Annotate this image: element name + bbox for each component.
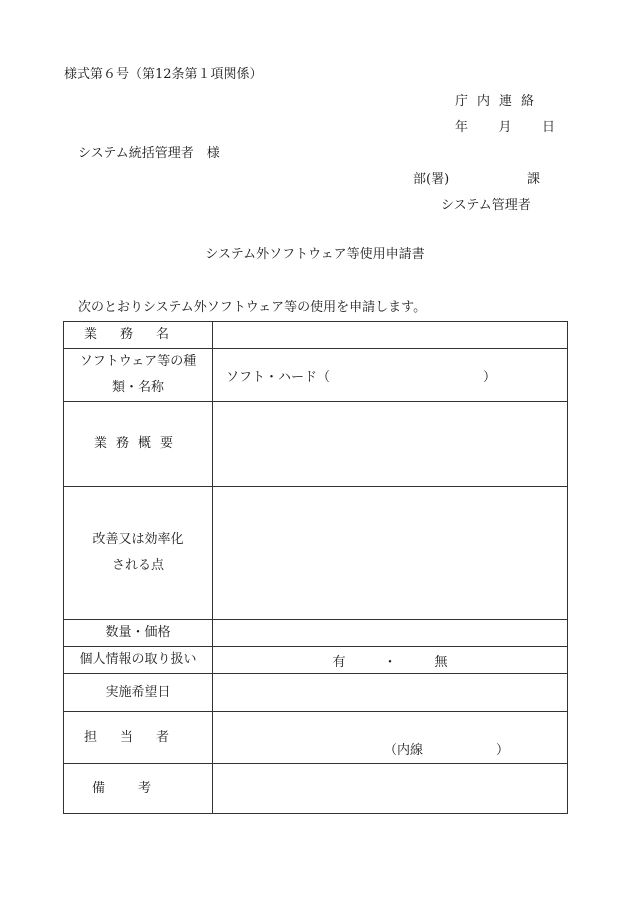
remarks-field[interactable] xyxy=(213,764,568,814)
personal-info-no[interactable]: 無 xyxy=(434,654,448,670)
form-number: 様式第６号（第12条第１項関係） xyxy=(64,67,263,82)
year-label: 年 xyxy=(455,120,469,135)
row-business-name xyxy=(64,322,568,349)
department-bu: 部(署) xyxy=(413,172,450,187)
software-close-paren: ） xyxy=(482,369,496,385)
manager-label: システム管理者 xyxy=(441,198,531,213)
personal-info-label: 個人情報の取り扱い xyxy=(64,647,213,674)
addressee: システム統括管理者 様 xyxy=(78,146,220,161)
person-in-charge-label: 担当者 xyxy=(64,712,213,764)
software-label-line1: ソフトウェア等の種 xyxy=(79,354,197,369)
improvement-label-line1: 改善又は効率化 xyxy=(92,532,184,547)
business-summary-field[interactable] xyxy=(213,402,568,487)
improvement-field[interactable] xyxy=(213,487,568,620)
desired-date-label: 実施希望日 xyxy=(64,674,213,712)
date-line xyxy=(455,120,555,136)
extension-area xyxy=(384,739,509,758)
desired-date-field[interactable] xyxy=(213,674,568,712)
business-name-field[interactable] xyxy=(213,322,568,349)
row-business-summary xyxy=(64,402,568,487)
business-name-label: 業務名 xyxy=(64,322,213,349)
remarks-label: 備考 xyxy=(64,764,213,814)
extension-close: ） xyxy=(495,743,509,758)
row-improvement xyxy=(64,487,568,620)
row-remarks xyxy=(64,764,568,814)
row-person-in-charge xyxy=(64,712,568,764)
improvement-label-line2: される点 xyxy=(111,558,164,573)
business-summary-label: 業務概要 xyxy=(64,402,213,487)
person-in-charge-field[interactable] xyxy=(213,712,568,764)
document-title: システム外ソフトウェア等使用申請書 xyxy=(205,247,425,262)
row-software xyxy=(64,349,568,402)
personal-info-separator: ・ xyxy=(383,654,397,670)
personal-info-field[interactable] xyxy=(213,647,568,674)
software-field[interactable] xyxy=(213,349,568,402)
department-line xyxy=(413,172,540,188)
row-desired-date xyxy=(64,674,568,712)
application-table xyxy=(63,321,568,814)
row-personal-info xyxy=(64,647,568,674)
software-label xyxy=(64,349,213,402)
department-ka: 課 xyxy=(526,172,540,187)
day-label: 日 xyxy=(541,120,555,135)
personal-info-yes[interactable]: 有 xyxy=(332,654,346,670)
software-option-text: ソフト・ハード（ xyxy=(226,369,331,385)
software-label-line2: 類・名称 xyxy=(111,380,164,395)
memo-type: 庁内連絡 xyxy=(455,94,544,109)
quantity-price-field[interactable] xyxy=(213,620,568,647)
intro-text: 次のとおりシステム外ソフトウェア等の使用を申請します。 xyxy=(78,300,427,315)
quantity-price-label: 数量・価格 xyxy=(64,620,213,647)
extension-open: （内線 xyxy=(384,743,424,758)
month-label: 月 xyxy=(498,120,512,135)
improvement-label xyxy=(64,487,213,620)
row-quantity-price xyxy=(64,620,568,647)
